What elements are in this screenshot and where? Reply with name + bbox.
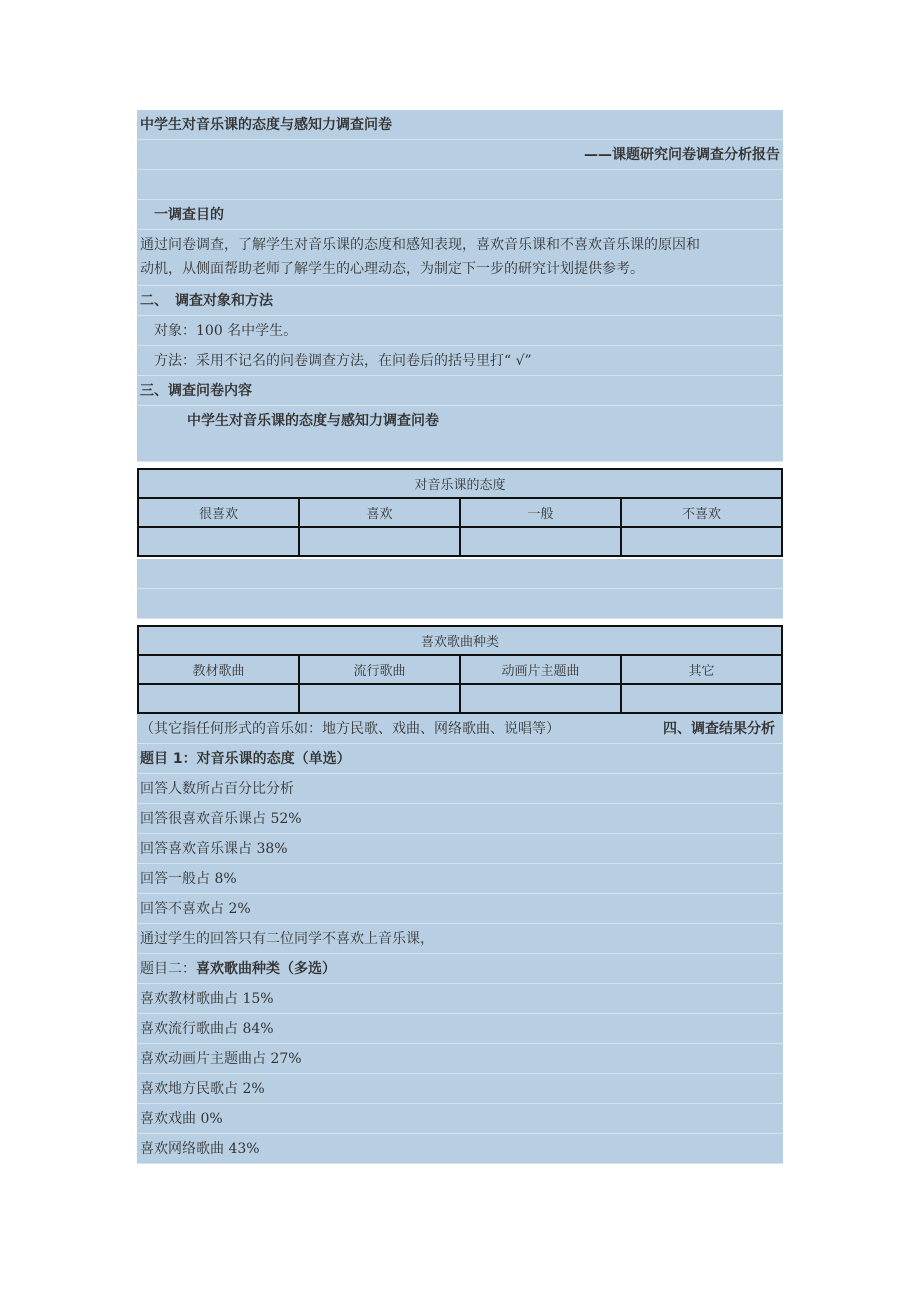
q1-line: 回答很喜欢音乐课占 52% <box>137 804 783 834</box>
q1-line: 回答不喜欢占 2% <box>137 894 783 924</box>
table-note: （其它指任何形式的音乐如：地方民歌、戏曲、网络歌曲、说唱等） <box>140 721 560 737</box>
blank-row <box>137 170 783 200</box>
section1-body-line1: 通过问卷调查，了解学生对音乐课的态度和感知表现，喜欢音乐课和不喜欢音乐课的原因和 <box>140 237 700 253</box>
song-answer-cell[interactable] <box>460 684 621 713</box>
q1-heading: 题目 1：对音乐课的态度（单选） <box>137 744 783 774</box>
q1-line: 回答喜欢音乐课占 38% <box>137 834 783 864</box>
q1-line: 回答一般占 8% <box>137 864 783 894</box>
section3-heading: 三、调查问卷内容 <box>137 376 783 406</box>
song-answer-cell[interactable] <box>299 684 460 713</box>
blank-row <box>137 589 783 619</box>
attitude-answer-cell[interactable] <box>621 527 782 556</box>
q2-line: 喜欢戏曲 0% <box>137 1104 783 1134</box>
song-col-other: 其它 <box>621 655 782 684</box>
section1-body-line2: 动机，从侧面帮助老师了解学生的心理动态，为制定下一步的研究计划提供参考。 <box>140 261 644 277</box>
attitude-answer-cell[interactable] <box>460 527 621 556</box>
section1-heading: 一调查目的 <box>137 200 783 230</box>
song-col-textbook: 教材歌曲 <box>138 655 299 684</box>
song-type-table-header: 喜欢歌曲种类 <box>138 626 782 655</box>
q2-line: 喜欢动画片主题曲占 27% <box>137 1044 783 1074</box>
q2-line: 喜欢网络歌曲 43% <box>137 1134 783 1164</box>
section4-heading: 四、调查结果分析 <box>663 721 775 737</box>
section2-heading: 二、 调查对象和方法 <box>137 286 783 316</box>
blank-row <box>137 559 783 589</box>
note-row <box>137 714 783 744</box>
q1-conclusion: 通过学生的回答只有二位同学不喜欢上音乐课， <box>137 924 783 954</box>
q2-line: 喜欢教材歌曲占 15% <box>137 984 783 1014</box>
section2-method: 方法：采用不记名的问卷调查方法，在问卷后的括号里打“ √” <box>137 346 783 376</box>
attitude-col-average: 一般 <box>460 498 621 527</box>
song-type-table <box>137 625 783 714</box>
doc-title: 中学生对音乐课的态度与感知力调查问卷 <box>137 110 783 140</box>
section3-subheading: 中学生对音乐课的态度与感知力调查问卷 <box>137 406 783 462</box>
q2-heading-row <box>137 954 783 984</box>
song-col-anime: 动画片主题曲 <box>460 655 621 684</box>
attitude-table <box>137 468 783 557</box>
song-answer-cell[interactable] <box>621 684 782 713</box>
q2-heading: 喜欢歌曲种类（多选） <box>196 961 336 977</box>
section1-body <box>137 230 783 286</box>
song-answer-cell[interactable] <box>138 684 299 713</box>
attitude-col-dislike: 不喜欢 <box>621 498 782 527</box>
section2-subject: 对象：100 名中学生。 <box>137 316 783 346</box>
attitude-table-header: 对音乐课的态度 <box>138 469 782 498</box>
q2-line: 喜欢地方民歌占 2% <box>137 1074 783 1104</box>
attitude-answer-cell[interactable] <box>299 527 460 556</box>
q1-line: 回答人数所占百分比分析 <box>137 774 783 804</box>
doc-subtitle: ——课题研究问卷调查分析报告 <box>137 140 783 170</box>
attitude-col-very-like: 很喜欢 <box>138 498 299 527</box>
document <box>137 110 783 1164</box>
q2-heading-prefix: 题目二： <box>140 961 196 977</box>
attitude-col-like: 喜欢 <box>299 498 460 527</box>
q2-line: 喜欢流行歌曲占 84% <box>137 1014 783 1044</box>
attitude-answer-cell[interactable] <box>138 527 299 556</box>
song-col-pop: 流行歌曲 <box>299 655 460 684</box>
